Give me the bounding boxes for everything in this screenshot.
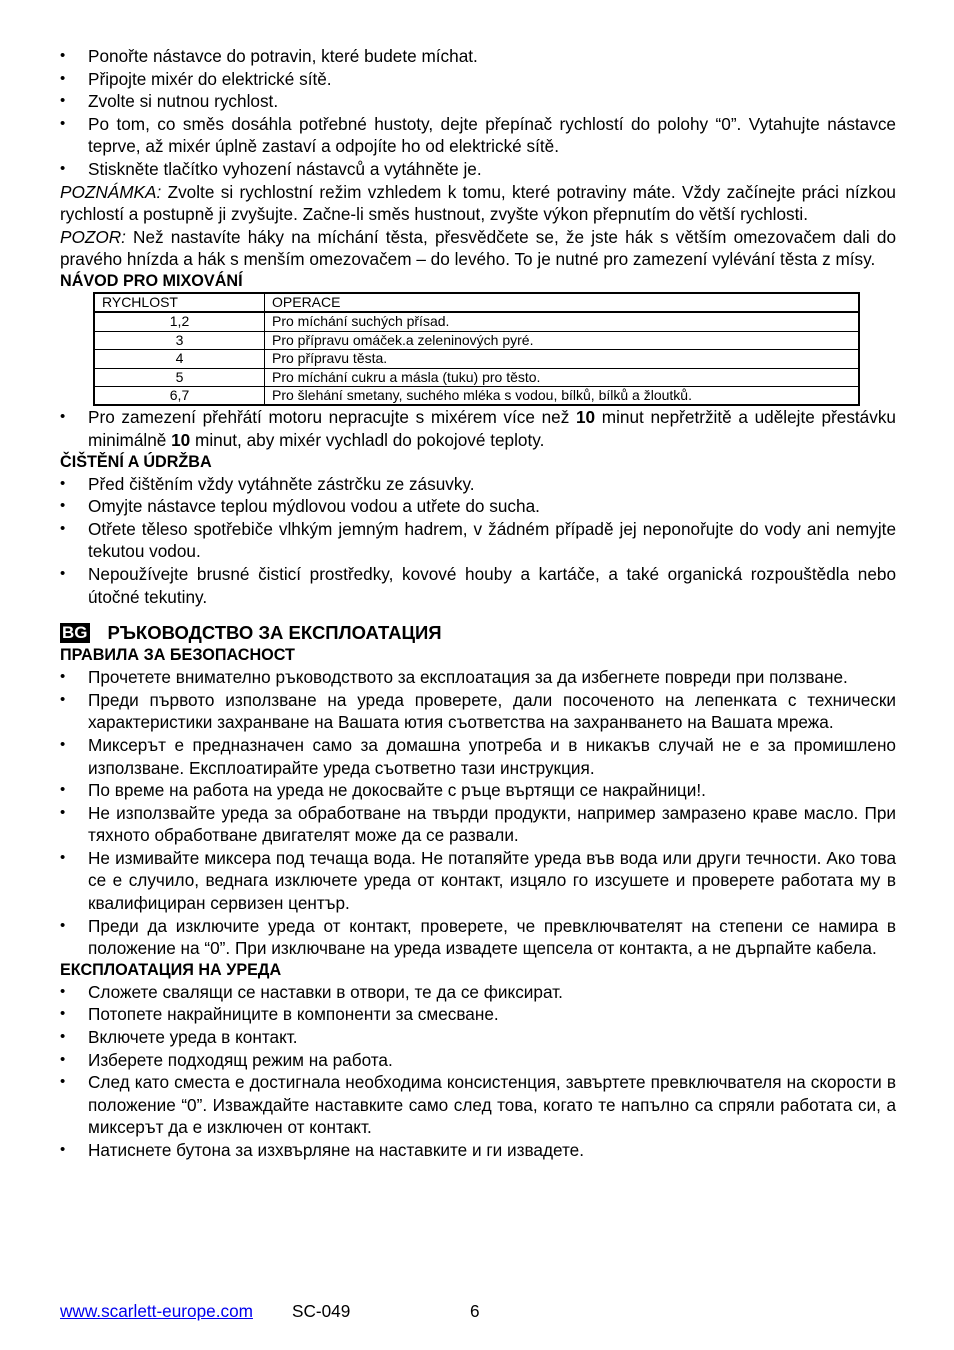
note-label: POZNÁMKA:	[60, 181, 162, 202]
note-paragraph	[60, 181, 896, 226]
table-header-row	[94, 293, 859, 312]
table-row	[94, 368, 859, 386]
manual-page	[60, 45, 896, 1162]
cleaning-list	[60, 473, 896, 609]
table-row	[94, 312, 859, 331]
overheat-text: minut nepřetržitě a udělejte přestávku minimálně	[88, 407, 896, 450]
speed-column-header: RYCHLOST	[94, 293, 265, 312]
operation-cell: Pro přípravu těsta.	[265, 350, 860, 368]
list-item: • Не използвайте уреда за обработване на твърди продукти, например замразено краве масло. При тяхното обработване двигателят може да се развали.	[60, 802, 896, 847]
list-item: • Omyjte nástavce teplou mýdlovou vodou a utřete do sucha.	[60, 495, 896, 518]
model-number: SC-049	[292, 1301, 351, 1321]
table-row	[94, 350, 859, 368]
overheat-text: Pro zamezení přehřátí motoru nepracujte s mixérem více než	[88, 407, 576, 428]
table-row	[94, 386, 859, 405]
operation-heading: ЕКСПЛОАТАЦИЯ НА УРЕДА	[60, 960, 282, 979]
list-item: • Сложете свалящи се наставки в отвори, те да се фиксират.	[60, 981, 896, 1004]
minutes-value: 10	[171, 429, 191, 450]
operation-cell: Pro šlehání smetany, suchého mléka s vodou, bílků, bílků a žloutků.	[265, 386, 860, 405]
list-item: • Прочетете внимателно ръководството за експлоатация за да избегнете повреди при ползване.	[60, 666, 896, 689]
page-number: 6	[470, 1301, 480, 1321]
speed-cell: 4	[94, 350, 265, 368]
operation-cell: Pro míchání cukru a másla (tuku) pro těsto.	[265, 368, 860, 386]
page-footer	[60, 1300, 480, 1322]
list-item: • Натиснете бутона за изхвърляне на наставките и ги извадете.	[60, 1139, 896, 1162]
warning-paragraph	[60, 226, 896, 271]
list-item: • Zvolte si nutnou rychlost.	[60, 90, 896, 113]
bg-title-text: РЪКОВОДСТВО ЗА ЕКСПЛОАТАЦИЯ	[107, 622, 442, 644]
list-item: • Nepoužívejte brusné čisticí prostředky, kovové houby a kartáče, a také organická rozpouštědla nebo útočné tekutiny.	[60, 563, 896, 608]
list-item: • Включете уреда в контакт.	[60, 1026, 896, 1049]
list-item: • Миксерът е предназначен само за домашна употреба и в никакъв случай не е за промишлено използване. Експлоатирайте уреда съответно тази инструкция.	[60, 734, 896, 779]
minutes-value: 10	[576, 407, 596, 428]
operation-cell: Pro míchání suchých přísad.	[265, 312, 860, 331]
list-item: • По време на работа на уреда не докосвайте с ръце въртящи се накрайници!.	[60, 779, 896, 802]
language-badge: BG	[62, 623, 88, 643]
operation-cell: Pro přípravu omáček.a zeleninových pyré.	[265, 331, 860, 349]
list-item: • Не измивайте миксера под течаща вода. Не потапяйте уреда във вода или други течности. Ако това се е случило, веднага изключете уреда от контакт, изцяло го изсушете и проверете работата му в квалифициран сервизен център.	[60, 847, 896, 915]
list-item: • Stiskněte tlačítko vyhození nástavců a vytáhněte je.	[60, 158, 896, 181]
overheat-list	[60, 406, 896, 451]
speed-cell: 6,7	[94, 386, 265, 405]
list-item	[60, 406, 896, 451]
list-item: • Ponořte nástavce do potravin, které budete míchat.	[60, 45, 896, 68]
list-item: • Преди първото използване на уреда проверете, дали посоченото на лепенката с технически характеристики захранване на Вашата ютия съответства на захранването на Вашата мрежа.	[60, 689, 896, 734]
speed-cell: 5	[94, 368, 265, 386]
bg-section-title	[60, 621, 896, 645]
list-item: • Потопете накрайниците в компоненти за смесване.	[60, 1003, 896, 1026]
overheat-text: minut, aby mixér vychladl do pokojové teploty.	[190, 429, 545, 450]
table-row	[94, 331, 859, 349]
speed-table	[93, 292, 860, 406]
safety-list	[60, 666, 896, 960]
website-link[interactable]: www.scarlett-europe.com	[60, 1301, 253, 1321]
list-item: • Připojte mixér do elektrické sítě.	[60, 68, 896, 91]
list-item: • Před čištěním vždy vytáhněte zástrčku ze zásuvky.	[60, 473, 896, 496]
cleaning-heading: ČIŠTĚNÍ A ÚDRŽBA	[60, 452, 212, 471]
list-item: • Otřete těleso spotřebiče vlhkým jemným hadrem, v žádném případě jej neponořujte do vody ani nemyjte tekutou vodou.	[60, 518, 896, 563]
operation-list	[60, 981, 896, 1162]
list-item: • Преди да изключите уреда от контакт, проверете, че превключвателят на степени се намира в положение на “0”. При изключване на уреда извадете щепсела от контакта, а не дърпайте кабела.	[60, 915, 896, 960]
cz-usage-list	[60, 45, 896, 181]
speed-cell: 1,2	[94, 312, 265, 331]
speed-cell: 3	[94, 331, 265, 349]
operation-column-header: OPERACE	[265, 293, 860, 312]
warning-label: POZOR:	[60, 226, 126, 247]
list-item: • Po tom, co směs dosáhla potřebné hustoty, dejte přepínač rychlostí do polohy “0”. Vytahujte nástavce teprve, až mixér úplně zastaví a odpojíte ho od elektrické sítě.	[60, 113, 896, 158]
list-item: • Изберете подходящ режим на работа.	[60, 1049, 896, 1072]
warning-text: Než nastavíte háky na míchání těsta, přesvědčete se, že jste hák s větším omezovačem dali do pravého hnízda a hák s menším omezovačem – do levého. To je nutné pro zamezení vylévání těsta z mísy.	[60, 226, 896, 270]
list-item: • След като сместа е достигнала необходима консистенция, завъртете превключвателя на скорости в положение “0”. Изваждайте наставките само след това, когато те напълно са спряли работата си, а миксерът да е изключен от контакт.	[60, 1071, 896, 1139]
note-text: Zvolte si rychlostní režim vzhledem k tomu, které potraviny máte. Vždy začínejte práci nízkou rychlostí a postupně ji zvyšujte. Začne-li směs hustnout, zvyšte výkon přepnutím do větší rychlosti.	[60, 181, 896, 225]
safety-heading: ПРАВИЛА ЗА БЕЗОПАСНОСТ	[60, 646, 295, 665]
mixing-guide-heading: NÁVOD PRO MIXOVÁNÍ	[60, 271, 243, 290]
